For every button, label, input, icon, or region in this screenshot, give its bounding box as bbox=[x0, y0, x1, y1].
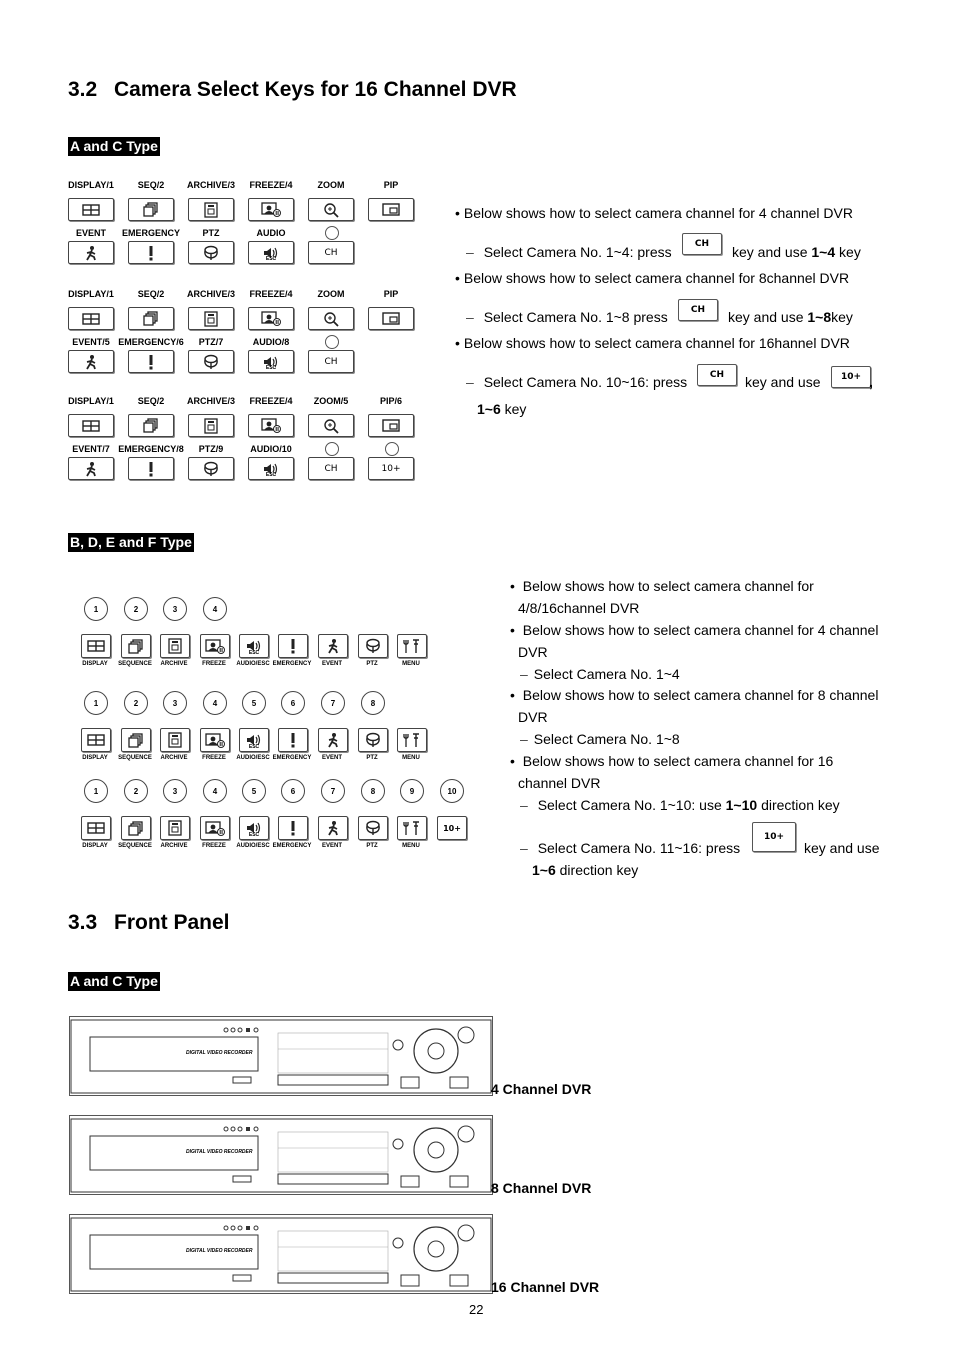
seq-icon bbox=[143, 311, 159, 326]
bdef-dash-5-line2 bbox=[532, 859, 638, 881]
number-key-4[interactable]: 4 bbox=[203, 779, 227, 803]
event-icon bbox=[84, 461, 98, 477]
status-led bbox=[325, 442, 339, 456]
ac-dash-1-tail bbox=[732, 241, 861, 263]
display-icon bbox=[82, 204, 100, 216]
bdef-dash-4-c: direction key bbox=[761, 797, 840, 813]
number-key-10[interactable]: 10 bbox=[440, 779, 464, 803]
key-label: EMERGENCY bbox=[272, 661, 312, 667]
key-label: PIP bbox=[383, 289, 399, 299]
zoom-icon bbox=[323, 418, 339, 434]
bdef-dash-4-range: 1~10 bbox=[725, 797, 758, 813]
key-label: FREEZE bbox=[202, 661, 226, 667]
ptz-key[interactable] bbox=[358, 634, 388, 658]
bdef-dash-5 bbox=[520, 837, 740, 859]
ch-key-inline-2 bbox=[678, 299, 718, 321]
zoom-icon bbox=[323, 202, 339, 218]
emergency-key[interactable] bbox=[128, 241, 174, 264]
ac-bullet-1: • Below shows how to select camera channel for 4 channel DVR bbox=[455, 202, 853, 224]
key-label: AUDIO/ESC bbox=[236, 755, 270, 761]
menu-key[interactable] bbox=[397, 728, 427, 752]
freeze-icon bbox=[205, 733, 225, 748]
bdef-bullet-1 bbox=[510, 575, 848, 619]
zoom-key[interactable] bbox=[308, 198, 354, 221]
pip-icon bbox=[382, 203, 400, 216]
display-icon bbox=[87, 640, 105, 652]
freeze-key[interactable] bbox=[200, 728, 230, 752]
number-key-2[interactable]: 2 bbox=[124, 597, 148, 621]
sequence-key[interactable] bbox=[121, 728, 151, 752]
front-panel-illustration bbox=[70, 1215, 492, 1293]
key-label: PTZ bbox=[366, 661, 378, 667]
menu-icon bbox=[403, 732, 421, 748]
ac-bullet-3: • Below shows how to select camera channel for 16hannel DVR bbox=[455, 332, 850, 354]
key-label: PTZ bbox=[366, 755, 378, 761]
pip-icon bbox=[382, 419, 400, 432]
ac-dash-2-range: 1~8 bbox=[807, 309, 832, 325]
key-label: DISPLAY bbox=[82, 843, 108, 849]
key-label: EVENT bbox=[321, 843, 342, 849]
front-panel-illustration bbox=[70, 1116, 492, 1194]
key-label: SEQUENCE bbox=[118, 843, 152, 849]
ac-dash-2-text: Select Camera No. 1~8 press bbox=[483, 309, 668, 325]
audio-key[interactable] bbox=[239, 728, 269, 752]
number-key-2[interactable]: 2 bbox=[124, 691, 148, 715]
key-label: ARCHIVE/3 bbox=[186, 180, 235, 190]
display-icon bbox=[87, 822, 105, 834]
number-key-7[interactable]: 7 bbox=[321, 779, 345, 803]
event-icon bbox=[326, 732, 340, 748]
sequence-key[interactable] bbox=[121, 634, 151, 658]
tenplus-key-label: 10+ bbox=[763, 832, 785, 842]
bdef-dash-5-range: 1~6 bbox=[532, 862, 556, 878]
freeze-icon bbox=[261, 418, 281, 433]
archive-key[interactable] bbox=[160, 728, 190, 752]
bdef-dash-4-a: Select Camera No. 1~10: use bbox=[537, 797, 722, 813]
key-label: EMERGENCY bbox=[272, 843, 312, 849]
sequence-key[interactable] bbox=[121, 816, 151, 840]
svg-text:II: II bbox=[219, 647, 224, 654]
pip-icon bbox=[382, 312, 400, 325]
bdef-bullet-4-text: Below shows how to select camera channel for 16 channel DVR bbox=[518, 753, 834, 791]
menu-key[interactable] bbox=[397, 634, 427, 658]
key-label: AUDIO/ESC bbox=[236, 843, 270, 849]
number-key-5[interactable]: 5 bbox=[242, 779, 266, 803]
key-label: SEQUENCE bbox=[118, 755, 152, 761]
ch-key[interactable] bbox=[308, 350, 354, 373]
brand-label: DIGITAL VIDEO RECORDER bbox=[186, 1050, 253, 1056]
status-led bbox=[325, 226, 339, 240]
ac-dash-2-tail-b: key bbox=[831, 309, 853, 325]
esc-label: ESC bbox=[265, 365, 277, 371]
bdef-dash-4 bbox=[520, 794, 840, 816]
emergency-icon bbox=[148, 354, 154, 370]
key-label: EVENT bbox=[75, 228, 106, 238]
freeze-key[interactable] bbox=[248, 198, 294, 221]
freeze-key[interactable] bbox=[248, 307, 294, 330]
ac-dash-3-line2 bbox=[477, 398, 526, 420]
freeze-key[interactable] bbox=[200, 634, 230, 658]
svg-text:II: II bbox=[275, 320, 280, 326]
svg-text:II: II bbox=[275, 211, 280, 217]
key-label: EVENT bbox=[321, 755, 342, 761]
ac-dash-2-tail bbox=[728, 306, 853, 328]
key-label: ZOOM/5 bbox=[313, 396, 349, 406]
key-label: PTZ/9 bbox=[198, 444, 224, 454]
key-label: ARCHIVE bbox=[160, 755, 188, 761]
key-label: MENU bbox=[402, 661, 420, 667]
key-label: EVENT/5 bbox=[72, 337, 110, 347]
number-key-7[interactable]: 7 bbox=[321, 691, 345, 715]
ch-key-label: CH bbox=[709, 370, 725, 380]
bdef-dash-5-d: direction key bbox=[559, 862, 639, 878]
ac-dash-3-key: key bbox=[504, 401, 527, 417]
display-key[interactable] bbox=[68, 414, 114, 437]
ptz-icon bbox=[364, 638, 382, 654]
emergency-key[interactable] bbox=[278, 634, 308, 658]
bdef-dash-3: – Select Camera No. 1~8 bbox=[520, 728, 680, 750]
key-label: PTZ/7 bbox=[198, 337, 224, 347]
key-label: SEQ/2 bbox=[137, 289, 165, 299]
key-label: AUDIO/10 bbox=[250, 444, 292, 454]
key-label: DISPLAY/1 bbox=[68, 289, 114, 299]
number-key-5[interactable]: 5 bbox=[242, 691, 266, 715]
ac-dash-3-tail-a: key and use bbox=[745, 374, 821, 390]
ch-key-label: CH bbox=[694, 239, 710, 249]
tenplus-key-label: 10+ bbox=[443, 823, 461, 833]
ac-dash-2-tail-a: key and use bbox=[728, 309, 804, 325]
pip-key[interactable] bbox=[368, 307, 414, 330]
ac-dash-1-tail-a: key and use bbox=[732, 244, 808, 260]
key-label: EVENT/7 bbox=[72, 444, 110, 454]
archive-key[interactable] bbox=[160, 634, 190, 658]
menu-icon bbox=[403, 820, 421, 836]
event-icon bbox=[326, 820, 340, 836]
type-tag-ac: A and C Type bbox=[70, 138, 158, 154]
ch-key[interactable] bbox=[308, 241, 354, 264]
ac-dash-1-tail-b: key bbox=[839, 244, 861, 260]
seq-key[interactable] bbox=[128, 307, 174, 330]
key-label: DISPLAY/1 bbox=[68, 180, 114, 190]
key-label: AUDIO/ESC bbox=[236, 661, 270, 667]
section-heading-3-3 bbox=[68, 911, 230, 935]
key-label: EMERGENCY bbox=[272, 755, 312, 761]
emergency-icon bbox=[290, 732, 296, 748]
ac-dash-3-text: Select Camera No. 10~16: press bbox=[483, 374, 688, 390]
display-key[interactable] bbox=[81, 634, 111, 658]
tenplus-key[interactable] bbox=[368, 457, 414, 480]
svg-text:II: II bbox=[219, 741, 224, 748]
audio-key[interactable] bbox=[239, 816, 269, 840]
archive-icon bbox=[168, 820, 182, 836]
event-icon bbox=[326, 638, 340, 654]
freeze-icon bbox=[261, 202, 281, 217]
archive-key[interactable] bbox=[188, 414, 234, 437]
esc-label: ESC bbox=[248, 650, 260, 656]
archive-key[interactable] bbox=[160, 816, 190, 840]
panel-caption: 8 Channel DVR bbox=[491, 1180, 592, 1196]
number-key-3[interactable]: 3 bbox=[163, 779, 187, 803]
ptz-key[interactable] bbox=[188, 457, 234, 480]
section-title: Camera Select Keys for 16 Channel DVR bbox=[114, 78, 517, 101]
key-label: EMERGENCY/8 bbox=[118, 444, 184, 454]
freeze-key[interactable] bbox=[248, 414, 294, 437]
seq-icon bbox=[128, 733, 144, 748]
key-label: FREEZE bbox=[202, 843, 226, 849]
ac-dash-1 bbox=[466, 241, 672, 263]
freeze-key[interactable] bbox=[200, 816, 230, 840]
brand-label: DIGITAL VIDEO RECORDER bbox=[186, 1248, 253, 1254]
ptz-key[interactable] bbox=[188, 241, 234, 264]
number-key-8[interactable]: 8 bbox=[361, 779, 385, 803]
type-tag-bdef: B, D, E and F Type bbox=[70, 534, 192, 550]
brand-label: DIGITAL VIDEO RECORDER bbox=[186, 1149, 253, 1155]
bdef-dash-5-a: Select Camera No. 11~16: press bbox=[537, 840, 741, 856]
seq-key[interactable] bbox=[128, 414, 174, 437]
emergency-icon bbox=[290, 820, 296, 836]
seq-icon bbox=[143, 202, 159, 217]
event-key[interactable] bbox=[68, 350, 114, 373]
key-label: AUDIO/8 bbox=[252, 337, 290, 347]
ac-dash-1-range: 1~4 bbox=[811, 244, 836, 260]
key-label: FREEZE bbox=[202, 755, 226, 761]
esc-label: ESC bbox=[248, 744, 260, 750]
archive-key[interactable] bbox=[188, 307, 234, 330]
number-key-4[interactable]: 4 bbox=[203, 597, 227, 621]
seq-key[interactable] bbox=[128, 198, 174, 221]
ac-bullet-2: • Below shows how to select camera channel for 8channel DVR bbox=[455, 267, 849, 289]
section-heading-3-2 bbox=[68, 78, 517, 102]
key-label: PTZ bbox=[202, 228, 220, 238]
archive-icon bbox=[168, 638, 182, 654]
menu-icon bbox=[403, 638, 421, 654]
key-label: FREEZE/4 bbox=[249, 289, 293, 299]
bdef-dash-2: – Select Camera No. 1~4 bbox=[520, 663, 680, 685]
freeze-icon bbox=[261, 311, 281, 326]
number-key-3[interactable]: 3 bbox=[163, 597, 187, 621]
esc-label: ESC bbox=[265, 472, 277, 478]
section-number: 3.3 bbox=[68, 911, 98, 934]
ptz-icon bbox=[364, 820, 382, 836]
number-key-1[interactable]: 1 bbox=[84, 597, 108, 621]
key-label: ARCHIVE/3 bbox=[186, 289, 235, 299]
key-label: MENU bbox=[402, 755, 420, 761]
number-key-6[interactable]: 6 bbox=[281, 691, 305, 715]
status-led bbox=[325, 335, 339, 349]
audio-key[interactable] bbox=[239, 634, 269, 658]
section-title: Front Panel bbox=[114, 911, 230, 934]
bdef-bullet-3 bbox=[510, 684, 898, 728]
panel-caption: 4 Channel DVR bbox=[491, 1081, 592, 1097]
key-label: EVENT bbox=[321, 661, 342, 667]
ch-key-inline-3 bbox=[697, 364, 737, 386]
tenplus-key[interactable] bbox=[437, 816, 467, 840]
bdef-bullet-3-text: Below shows how to select camera channel for 8 channel DVR bbox=[518, 687, 879, 725]
archive-icon bbox=[204, 418, 218, 434]
status-led bbox=[385, 442, 399, 456]
key-label: SEQ/2 bbox=[137, 396, 165, 406]
bdef-bullet-2 bbox=[510, 619, 898, 663]
menu-key[interactable] bbox=[397, 816, 427, 840]
ac-dash-3-range: 1~6 bbox=[477, 401, 501, 417]
bdef-bullet-2-text: Below shows how to select camera channel for 4 channel DVR bbox=[518, 622, 879, 660]
audio-key[interactable] bbox=[248, 457, 294, 480]
key-label: SEQUENCE bbox=[118, 661, 152, 667]
key-label: ARCHIVE/3 bbox=[186, 396, 235, 406]
archive-icon bbox=[204, 202, 218, 218]
key-label: ARCHIVE bbox=[160, 843, 188, 849]
seq-icon bbox=[128, 639, 144, 654]
key-label: ARCHIVE bbox=[160, 661, 188, 667]
emergency-icon bbox=[148, 461, 154, 477]
number-key-9[interactable]: 9 bbox=[400, 779, 424, 803]
esc-label: ESC bbox=[265, 256, 277, 262]
emergency-icon bbox=[148, 245, 154, 261]
key-label: MENU bbox=[402, 843, 420, 849]
bdef-bullet-1-text: Below shows how to select camera channel for 4/8/16channel DVR bbox=[518, 578, 814, 616]
zoom-icon bbox=[323, 311, 339, 327]
key-label: EMERGENCY/6 bbox=[118, 337, 184, 347]
zoom-key[interactable] bbox=[308, 307, 354, 330]
ch-key-label: CH bbox=[324, 247, 338, 258]
front-panel-illustration bbox=[70, 1017, 492, 1095]
display-key[interactable] bbox=[81, 816, 111, 840]
emergency-key[interactable] bbox=[128, 457, 174, 480]
number-key-4[interactable]: 4 bbox=[203, 691, 227, 715]
ch-key[interactable] bbox=[308, 457, 354, 480]
emergency-icon bbox=[290, 638, 296, 654]
key-label: ZOOM bbox=[317, 180, 345, 190]
key-label: AUDIO bbox=[256, 228, 286, 238]
ptz-icon bbox=[202, 354, 220, 370]
event-key[interactable] bbox=[68, 241, 114, 264]
archive-icon bbox=[204, 311, 218, 327]
key-label: PIP/6 bbox=[379, 396, 402, 406]
ptz-icon bbox=[364, 732, 382, 748]
event-key[interactable] bbox=[318, 728, 348, 752]
event-key[interactable] bbox=[318, 634, 348, 658]
event-icon bbox=[84, 245, 98, 261]
panel-caption: 16 Channel DVR bbox=[491, 1279, 600, 1295]
bdef-dash-5-tail: key and use bbox=[804, 840, 880, 856]
audio-key[interactable] bbox=[248, 241, 294, 264]
seq-icon bbox=[143, 418, 159, 433]
event-key[interactable] bbox=[68, 457, 114, 480]
page-number: 22 bbox=[469, 1302, 484, 1317]
tenplus-key-label: 10+ bbox=[381, 463, 401, 474]
freeze-icon bbox=[205, 639, 225, 654]
number-key-1[interactable]: 1 bbox=[84, 779, 108, 803]
display-key[interactable] bbox=[68, 198, 114, 221]
section-number: 3.2 bbox=[68, 78, 98, 101]
type-tag-front-ac: A and C Type bbox=[70, 973, 158, 989]
front-panel-drawing bbox=[69, 1016, 493, 1096]
ptz-icon bbox=[202, 245, 220, 261]
svg-text:II: II bbox=[219, 829, 224, 836]
number-key-1[interactable]: 1 bbox=[84, 691, 108, 715]
display-key[interactable] bbox=[68, 307, 114, 330]
ch-key-inline-1 bbox=[682, 233, 722, 255]
key-label: FREEZE/4 bbox=[249, 180, 293, 190]
tenplus-key-inline-1 bbox=[831, 366, 871, 388]
ac-dash-3 bbox=[466, 371, 687, 393]
audio-key[interactable] bbox=[248, 350, 294, 373]
number-key-6[interactable]: 6 bbox=[281, 779, 305, 803]
event-icon bbox=[84, 354, 98, 370]
pip-key[interactable] bbox=[368, 414, 414, 437]
ch-key-label: CH bbox=[324, 463, 338, 474]
key-label: EMERGENCY bbox=[121, 228, 180, 238]
front-panel-drawing bbox=[69, 1214, 493, 1294]
ac-dash-1-text: Select Camera No. 1~4: press bbox=[483, 244, 672, 260]
key-label: PTZ bbox=[366, 843, 378, 849]
tenplus-key-inline-2 bbox=[752, 822, 796, 852]
pip-key[interactable] bbox=[368, 198, 414, 221]
bdef-bullet-4 bbox=[510, 750, 863, 794]
front-panel-drawing bbox=[69, 1115, 493, 1195]
display-icon bbox=[87, 734, 105, 746]
ptz-key[interactable] bbox=[188, 350, 234, 373]
number-key-8[interactable]: 8 bbox=[361, 691, 385, 715]
key-label: DISPLAY bbox=[82, 661, 108, 667]
key-label: SEQ/2 bbox=[137, 180, 165, 190]
number-key-3[interactable]: 3 bbox=[163, 691, 187, 715]
emergency-key[interactable] bbox=[278, 816, 308, 840]
key-label: DISPLAY bbox=[82, 755, 108, 761]
key-label: DISPLAY/1 bbox=[68, 396, 114, 406]
ptz-key[interactable] bbox=[358, 816, 388, 840]
ac-dash-3-tail bbox=[745, 371, 821, 393]
display-key[interactable] bbox=[81, 728, 111, 752]
event-key[interactable] bbox=[318, 816, 348, 840]
esc-label: ESC bbox=[248, 832, 260, 838]
archive-key[interactable] bbox=[188, 198, 234, 221]
ch-key-label: CH bbox=[690, 305, 706, 315]
ac-dash-2 bbox=[466, 306, 668, 328]
seq-icon bbox=[128, 821, 144, 836]
ptz-icon bbox=[202, 461, 220, 477]
zoom-key[interactable] bbox=[308, 414, 354, 437]
number-key-2[interactable]: 2 bbox=[124, 779, 148, 803]
archive-icon bbox=[168, 732, 182, 748]
display-icon bbox=[82, 420, 100, 432]
display-icon bbox=[82, 313, 100, 325]
emergency-key[interactable] bbox=[128, 350, 174, 373]
key-label: FREEZE/4 bbox=[249, 396, 293, 406]
tenplus-key-label: 10+ bbox=[840, 372, 862, 382]
ac-dash-3-comma: , bbox=[869, 374, 873, 390]
ptz-key[interactable] bbox=[358, 728, 388, 752]
key-label: ZOOM bbox=[317, 289, 345, 299]
emergency-key[interactable] bbox=[278, 728, 308, 752]
svg-text:II: II bbox=[275, 427, 280, 433]
freeze-icon bbox=[205, 821, 225, 836]
ch-key-label: CH bbox=[324, 356, 338, 367]
key-label: PIP bbox=[383, 180, 399, 190]
